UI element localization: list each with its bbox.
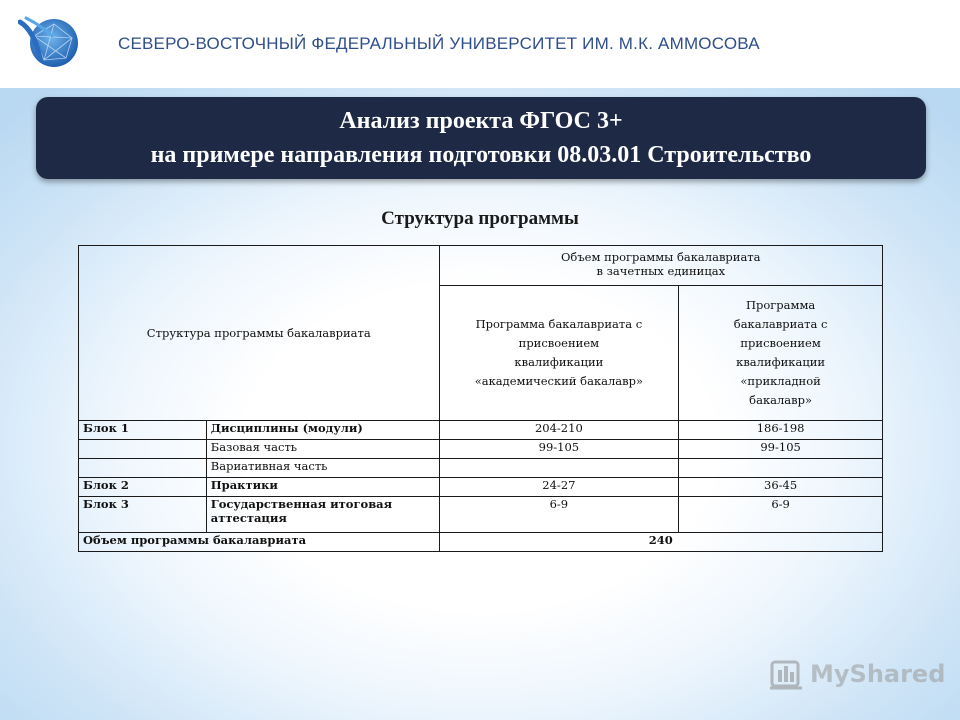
header-structure-text: Структура программы бакалавриата bbox=[146, 326, 371, 340]
title-banner bbox=[36, 97, 926, 179]
row-applied-cell: 36-45 bbox=[679, 478, 883, 497]
row-academic-cell bbox=[439, 459, 679, 478]
program-structure-table bbox=[78, 245, 883, 552]
row-name-cell: Вариативная часть bbox=[206, 459, 439, 478]
header-volume-line-2: в зачетных единицах bbox=[596, 264, 726, 278]
header-academic-line: присвоением bbox=[518, 336, 600, 350]
row-applied-cell: 186-198 bbox=[679, 421, 883, 440]
header-bar bbox=[0, 0, 960, 88]
row-block-cell: Блок 1 bbox=[79, 421, 207, 440]
row-academic-cell: 24-27 bbox=[439, 478, 679, 497]
row-academic-cell: 99-105 bbox=[439, 440, 679, 459]
row-applied-cell bbox=[679, 459, 883, 478]
header-academic-line: Программа бакалавриата с bbox=[475, 317, 643, 331]
header-applied-line: бакалавриата с bbox=[733, 317, 828, 331]
row-applied-cell: 99-105 bbox=[679, 440, 883, 459]
table-total-row bbox=[79, 533, 883, 552]
header-applied-line: «прикладной bbox=[740, 374, 821, 388]
header-volume-line-1: Объем программы бакалавриата bbox=[561, 250, 761, 264]
table-row bbox=[79, 440, 883, 459]
header-volume-cell bbox=[439, 246, 882, 286]
row-block-cell bbox=[79, 459, 207, 478]
total-value-cell: 240 bbox=[439, 533, 882, 552]
row-block-cell: Блок 2 bbox=[79, 478, 207, 497]
header-applied-cell bbox=[679, 286, 883, 421]
header-applied-line: бакалавр» bbox=[749, 393, 813, 407]
row-name-cell: Дисциплины (модули) bbox=[206, 421, 439, 440]
row-academic-cell: 6-9 bbox=[439, 497, 679, 533]
header-academic-line: «академический бакалавр» bbox=[474, 374, 644, 388]
row-applied-cell: 6-9 bbox=[679, 497, 883, 533]
row-name-cell: Базовая часть bbox=[206, 440, 439, 459]
table-row bbox=[79, 497, 883, 533]
row-academic-cell: 204-210 bbox=[439, 421, 679, 440]
table-row bbox=[79, 478, 883, 497]
section-subtitle: Структура программы bbox=[381, 208, 579, 229]
row-name-cell: Государственная итоговая аттестация bbox=[206, 497, 439, 533]
header-academic-line: квалификации bbox=[514, 355, 604, 369]
header-applied-line: квалификации bbox=[736, 355, 826, 369]
header-applied-line: Программа bbox=[745, 298, 816, 312]
row-name-cell: Практики bbox=[206, 478, 439, 497]
myshared-logo-icon bbox=[768, 658, 806, 694]
watermark-text: MyShared bbox=[810, 660, 946, 688]
row-block-cell: Блок 3 bbox=[79, 497, 207, 533]
total-label-cell: Объем программы бакалавриата bbox=[79, 533, 440, 552]
title-line-1: Анализ проекта ФГОС 3+ bbox=[339, 108, 623, 134]
university-name: СЕВЕРО-ВОСТОЧНЫЙ ФЕДЕРАЛЬНЫЙ УНИВЕРСИТЕТ ИМ. М.К. АММОСОВА bbox=[118, 34, 760, 53]
header-structure-cell bbox=[79, 246, 440, 421]
university-globe-logo bbox=[18, 14, 80, 70]
header-applied-line: присвоением bbox=[740, 336, 821, 350]
table-row bbox=[79, 459, 883, 478]
header-academic-cell bbox=[439, 286, 679, 421]
myshared-watermark bbox=[766, 656, 946, 696]
row-block-cell bbox=[79, 440, 207, 459]
table-row bbox=[79, 421, 883, 440]
title-line-2: на примере направления подготовки 08.03.01 Строительство bbox=[150, 142, 812, 168]
